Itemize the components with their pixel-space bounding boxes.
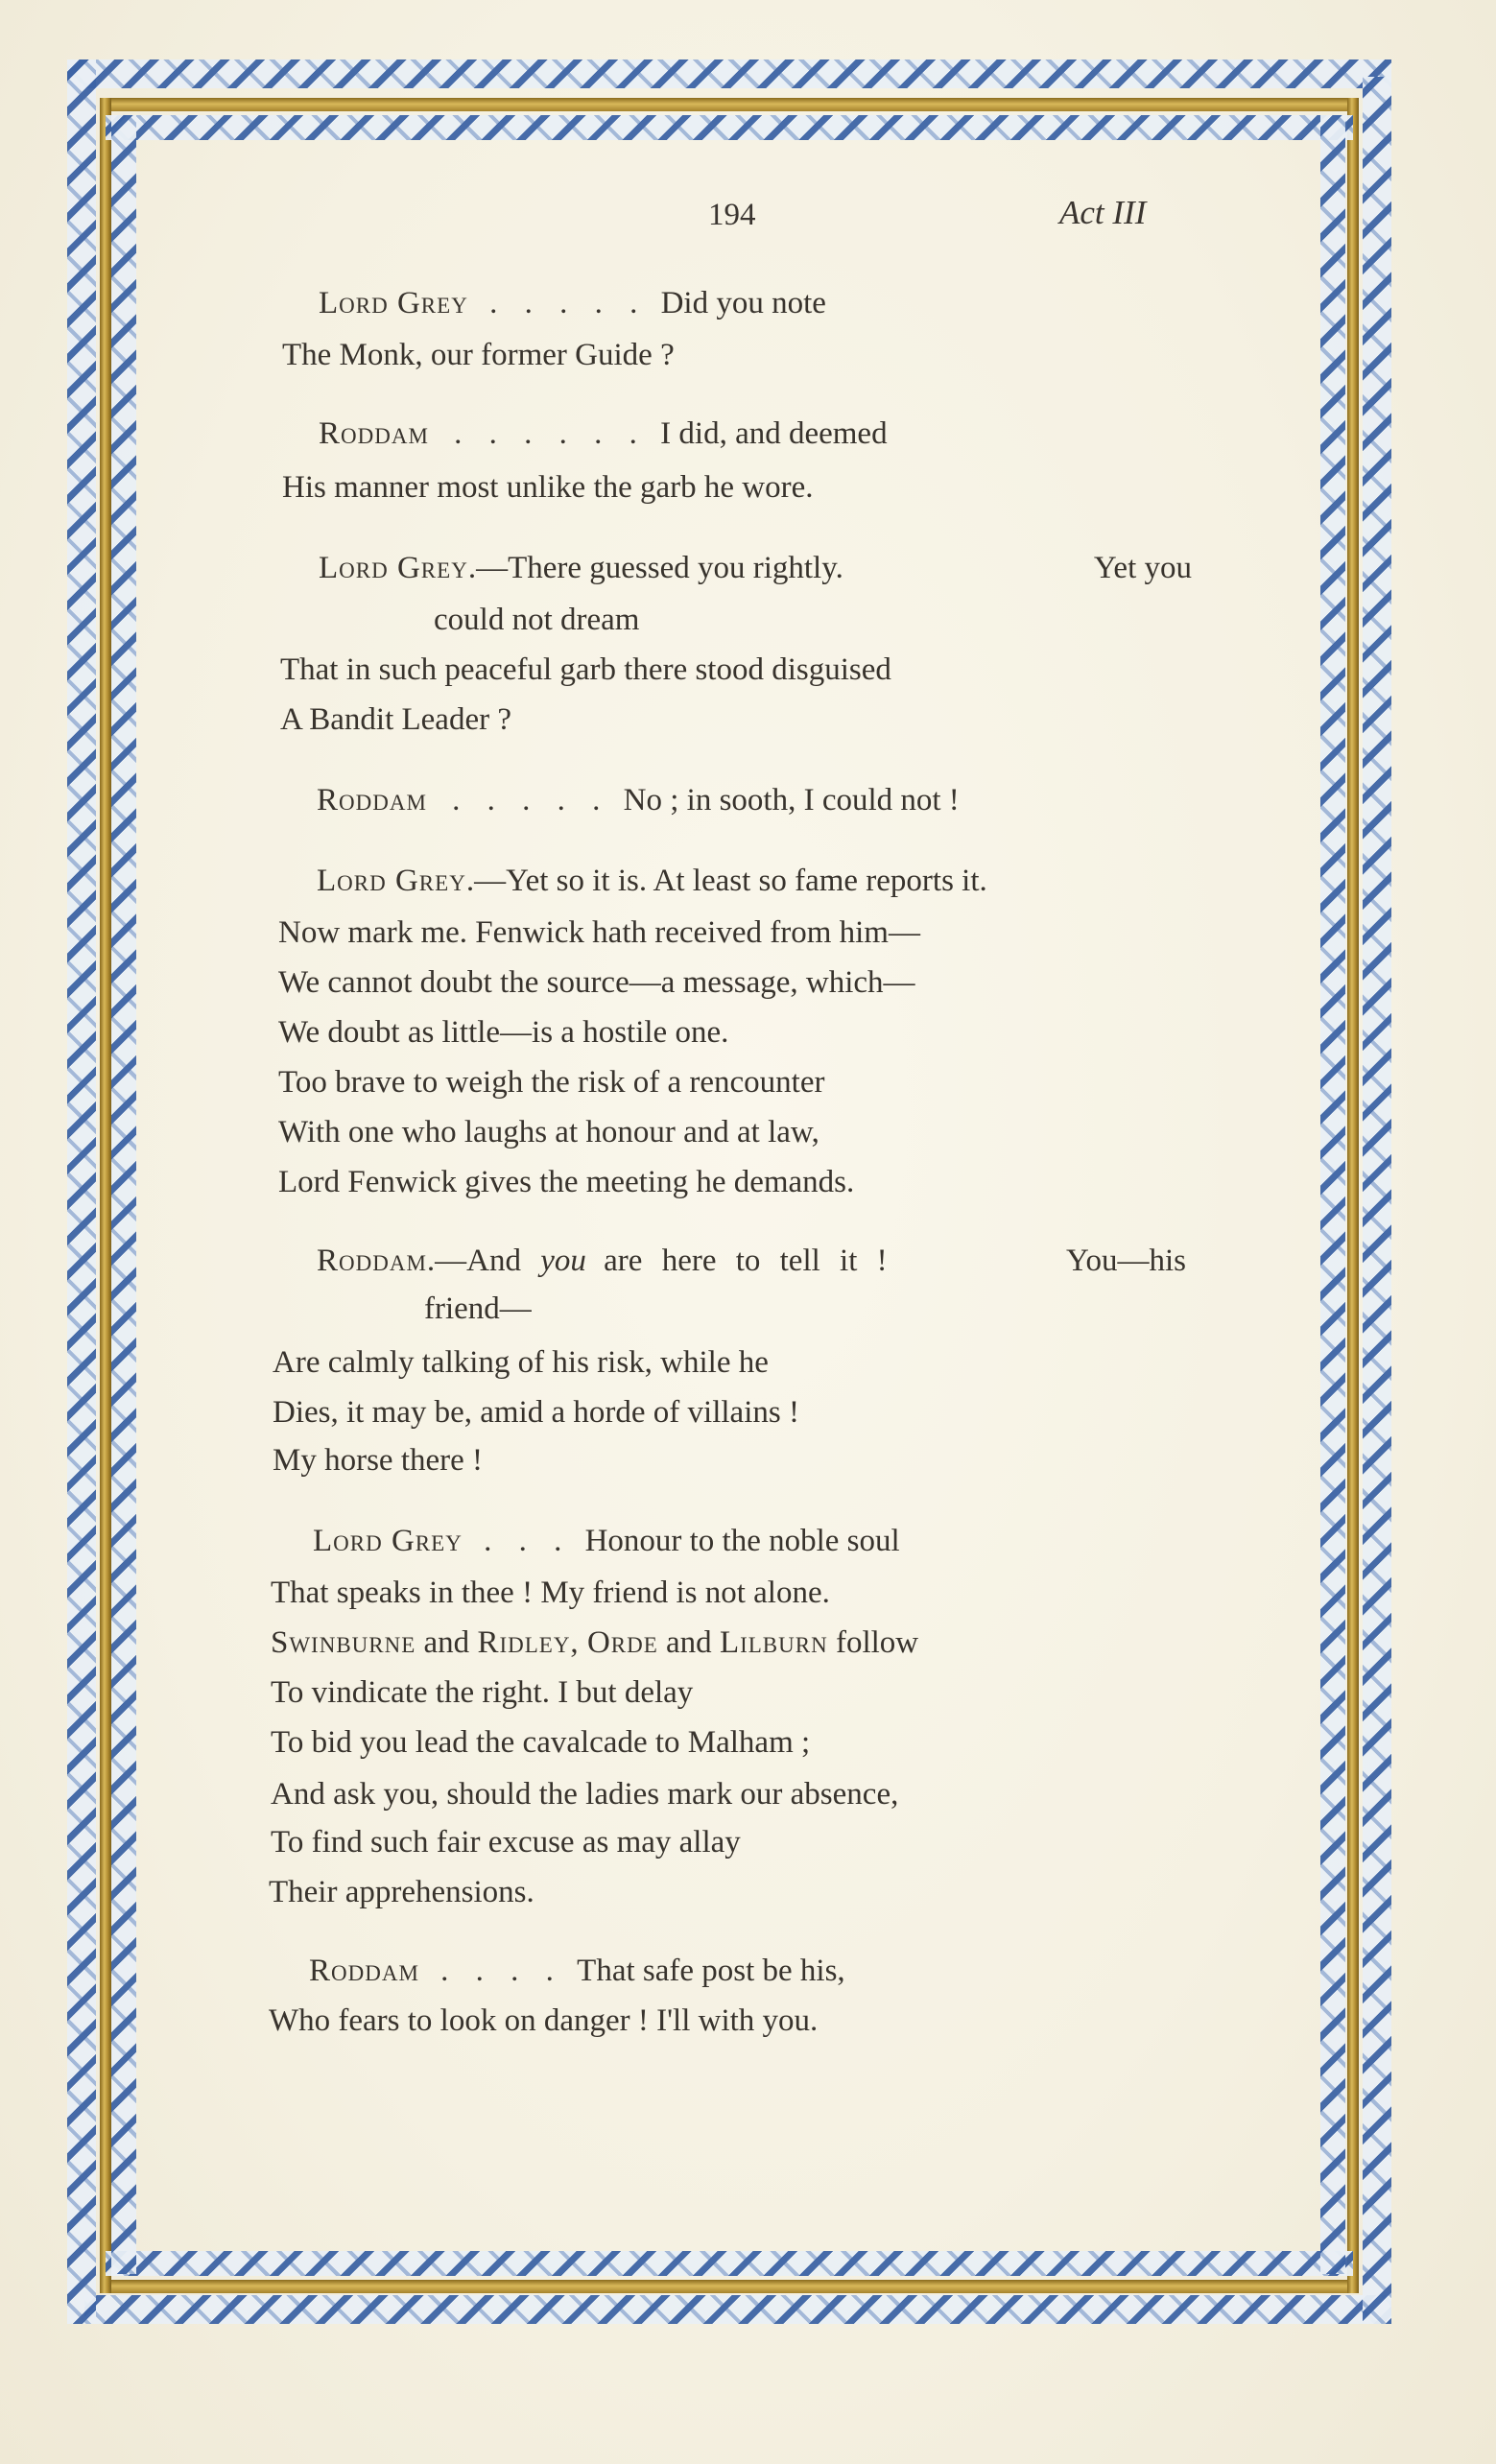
dot-leader: . . . . . . [454,416,647,451]
verse-line: Now mark me. Fenwick hath received from him— [278,915,920,950]
verse-line: A Bandit Leader ? [280,702,511,737]
verse-text: .—And [426,1244,521,1278]
dot-leader: . . . . . [489,286,648,320]
verse-text: That safe post be his, [577,1954,845,1988]
verse-line: That speaks in thee ! My friend is not alone. [271,1576,830,1610]
verse-text: .—Yet so it is. At least so fame reports it. [465,864,987,898]
verse-line: We doubt as little—is a hostile one. [278,1015,729,1050]
speech-line [309,1955,845,1987]
verse-line: The Monk, our former Guide ? [282,338,675,372]
verse-line: My horse there ! [273,1443,484,1478]
speech-line [317,1245,1186,1280]
act-heading: Act III [1059,194,1147,231]
character-name: Lilburn [719,1625,828,1660]
verse-text-end: You—his [1065,1244,1186,1278]
speaker-name: Roddam [309,1954,419,1988]
dot-leader: . . . . [440,1954,563,1988]
verse-text: and [666,1625,712,1660]
verse-line: Their apprehensions. [269,1875,534,1909]
verse-text: I did, and deemed [660,416,888,451]
character-name: Ridley, [477,1625,580,1660]
verse-line [271,1627,918,1659]
speech-line [313,1526,900,1557]
page-number: 194 [708,198,756,232]
speaker-name: Lord Grey [313,1524,463,1558]
verse-line-continued: could not dream [434,603,640,637]
speaker-name: Lord Grey [319,286,468,320]
dot-leader: . . . . . [452,783,610,817]
verse-line: That in such peaceful garb there stood disguised [280,652,891,687]
verse-line: To bid you lead the cavalcade to Malham ; [271,1725,811,1760]
verse-line: Dies, it may be, amid a horde of villains ! [273,1395,799,1430]
verse-line: To vindicate the right. I but delay [271,1675,694,1710]
verse-text-end: Yet you [1093,551,1192,585]
speaker-name: Roddam [319,416,429,451]
verse-line: And ask you, should the ladies mark our absence, [271,1777,899,1812]
character-name: Swinburne [271,1625,416,1660]
verse-text: No ; in sooth, I could not ! [623,783,960,817]
verse-line: Who fears to look on danger ! I'll with you. [269,2003,819,2038]
verse-line: We cannot doubt the source—a message, which— [278,965,915,1000]
verse-text: and [423,1625,470,1660]
speaker-name: Roddam [317,1244,427,1278]
verse-text: follow [835,1625,919,1660]
verse-text: are here to tell it ! [604,1244,888,1278]
speech-line [317,865,987,897]
speech-line [317,785,960,817]
verse-line: To find such fair excuse as may allay [271,1825,741,1860]
verse-line: Too brave to weigh the risk of a rencounter [278,1065,825,1100]
speech-line [319,553,1192,587]
character-name: Orde [586,1625,658,1660]
speaker-name: Lord Grey [317,864,466,898]
verse-line-continued: friend— [424,1291,532,1326]
verse-line: Are calmly talking of his risk, while he [273,1345,769,1380]
dot-leader: . . . [484,1524,572,1558]
speaker-name: Roddam [317,783,427,817]
speaker-name: Lord Grey [319,551,468,585]
speech-line [319,418,888,450]
speech-line [319,288,826,320]
verse-text: .—There guessed you rightly. [467,551,843,585]
verse-text: Honour to the noble soul [584,1524,900,1558]
verse-text-emphasis: you [540,1244,586,1278]
verse-text: Did you note [660,286,826,320]
verse-line: With one who laughs at honour and at law, [278,1115,819,1149]
verse-line: His manner most unlike the garb he wore. [282,470,814,505]
verse-line: Lord Fenwick gives the meeting he demands. [278,1165,855,1199]
